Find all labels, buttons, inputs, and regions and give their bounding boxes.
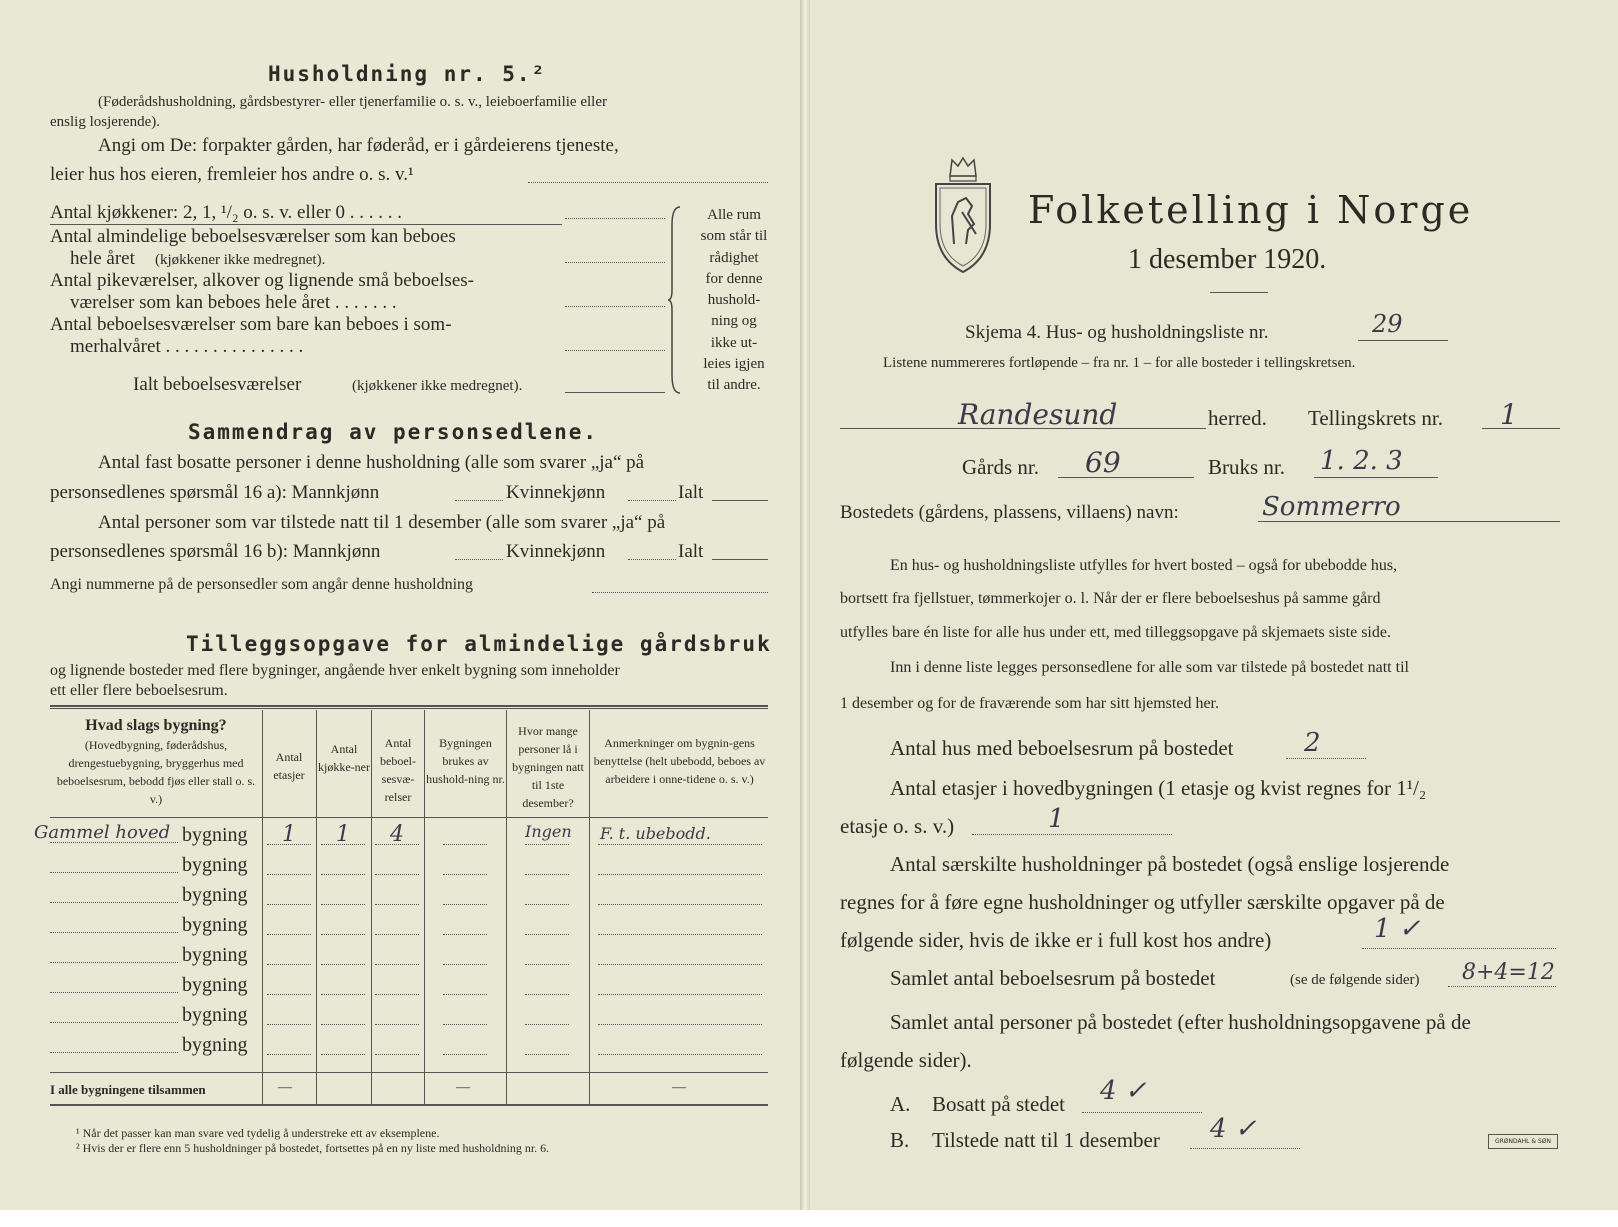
tilst-ialt-label: Ialt — [678, 541, 704, 562]
row-bygning-label: bygning — [182, 854, 248, 876]
row-cell-line — [525, 1024, 569, 1025]
sarskilte-line-2: regnes for å føre egne husholdninger og utfyller særskilte opgaver på de — [840, 890, 1445, 914]
row-cell-line — [321, 1054, 365, 1055]
row-anm-line — [598, 964, 762, 965]
row-cell-line — [443, 844, 487, 845]
sarskilte-line-1: Antal særskilte husholdninger på bostedet (også enslige losjerende — [890, 852, 1450, 876]
bosatt-letter: A. — [890, 1092, 911, 1116]
nummer-label: Angi nummerne på de personsedler som angår denne husholdning — [50, 576, 474, 593]
herred-value: Randesund — [958, 398, 1118, 431]
household-note-line-2: enslig losjerende). — [50, 114, 160, 130]
kjokken-rule — [50, 224, 562, 225]
th-kjokkener: Antal kjøkke-ner — [318, 742, 370, 774]
liste-nr-line — [1358, 340, 1448, 341]
total-etasjer-dash: — — [278, 1080, 292, 1095]
kjokken-answer-line — [565, 218, 665, 219]
th-personer: Hvor mange personer lå i bygningen natt til 1ste desember? — [512, 724, 584, 810]
th-type-sub: (Hovedbygning, føderådshus, drengestuebygning, bryggerhus med beboelsesrum, bebodd fjøs eller stall o. s. v.) — [56, 738, 256, 806]
bosatt-value: 4 ✓ — [1100, 1076, 1147, 1106]
col-divider-5 — [506, 710, 507, 1105]
row-anm-line — [598, 1024, 762, 1025]
bruks-value: 1. 2. 3 — [1320, 446, 1403, 476]
row-cell-line — [375, 1054, 419, 1055]
row-name-line — [50, 932, 178, 933]
total-anm-dash: — — [672, 1080, 686, 1095]
ialt-answer-line — [565, 392, 665, 393]
fast-kvinne-line — [628, 500, 676, 501]
col-divider-4 — [424, 710, 425, 1105]
tilst-kvinne-label: Kvinnekjønn — [506, 541, 606, 562]
row-bygning-label: bygning — [182, 974, 248, 996]
row-name-line — [50, 872, 178, 873]
row-cell-line — [267, 964, 311, 965]
th-brukes: Bygningen brukes av hushold-ning nr. — [426, 736, 505, 786]
hus-value: 2 — [1304, 728, 1321, 758]
liste-nr-value: 29 — [1372, 310, 1403, 338]
fast-line-1: Antal fast bosatte personer i denne husholdning (alle som svarer „ja“ på — [98, 452, 645, 473]
row-cell-line — [267, 934, 311, 935]
table-bottom-rule — [50, 1104, 768, 1106]
row-cell-line — [321, 1024, 365, 1025]
col-divider-1 — [262, 710, 263, 1105]
row-cell-line — [375, 1024, 419, 1025]
row-cell-line — [525, 874, 569, 875]
row-bygning-label: bygning — [182, 914, 248, 936]
para1-line-2: bortsett fra fjellstuer, tømmerkojer o. l. Når der er flere beboelseshus på samme gård — [840, 590, 1381, 607]
bracket-icon — [668, 205, 682, 395]
etasjer-line-2: etasje o. s. v.) — [840, 814, 955, 838]
fast-kvinne-label: Kvinnekjønn — [506, 482, 606, 503]
bracket-note-line: ning og — [711, 313, 757, 330]
bostedets-label: Bostedets (gårdens, plassens, villaens) navn: — [840, 502, 1179, 523]
hus-label: Antal hus med beboelsesrum på bostedet — [890, 736, 1234, 760]
table-top-rule — [50, 705, 768, 707]
bracket-note-line: ikke ut- — [710, 334, 758, 351]
row-cell-line — [525, 844, 569, 845]
row-cell-line — [443, 934, 487, 935]
row-name-line — [50, 1022, 178, 1023]
row-cell-line — [321, 904, 365, 905]
row-cell-line — [443, 964, 487, 965]
summary-title: Sammendrag av personsedlene. — [188, 420, 599, 444]
gards-label: Gårds nr. — [962, 455, 1039, 479]
bracket-note-line: som står til — [700, 228, 768, 245]
pike-line-1: Antal pikeværelser, alkover og lignende små beboelses- — [50, 270, 474, 291]
sarskilte-line-3: følgende sider, hvis de ikke er i full kost hos andre) — [840, 928, 1272, 952]
bostedets-value: Sommerro — [1262, 492, 1401, 522]
pike-answer-line — [565, 306, 665, 307]
nummer-line — [592, 592, 768, 593]
row-cell-line — [267, 1024, 311, 1025]
tilstede-value: 4 ✓ — [1210, 1114, 1257, 1144]
col-divider-6 — [589, 710, 590, 1105]
col-divider-3 — [371, 710, 372, 1105]
skjema-label: Skjema 4. Hus- og husholdningsliste nr. — [965, 322, 1269, 343]
printer-stamp: GRØNDAHL & SØN — [1488, 1134, 1558, 1149]
para2-line-2: 1 desember og for de fraværende som har sitt hjemsted her. — [840, 695, 1219, 712]
sarskilte-line — [1362, 948, 1556, 949]
som-line-2: merhalvåret . . . . . . . . . . . . . . . — [70, 336, 304, 357]
row-cell-line — [375, 964, 419, 965]
etasjer-line — [972, 834, 1172, 835]
row-name-line — [50, 962, 178, 963]
row-anm-line — [598, 844, 762, 845]
row-bygning-label: bygning — [182, 884, 248, 906]
row-cell-line — [321, 874, 365, 875]
row-cell-line — [375, 994, 419, 995]
angi-line-2: leier hus hos eieren, fremleier hos andre o. s. v.¹ — [50, 164, 414, 185]
samlet-pers-line-2: følgende sider). — [840, 1048, 972, 1072]
row-name-line — [50, 902, 178, 903]
total-brukes-dash: — — [456, 1080, 470, 1095]
row-cell-line — [525, 964, 569, 965]
row-bygning-label: bygning — [182, 1004, 248, 1026]
household-title: Husholdning nr. 5.² — [268, 62, 547, 86]
kjokken-label: Antal kjøkkener: 2, 1, ¹/₂ o. s. v. eller 0 . . . . . . — [50, 202, 402, 223]
row-cell-line — [525, 1054, 569, 1055]
row-kjokkener: 1 — [336, 822, 350, 847]
row-anm-line — [598, 1054, 762, 1055]
col-divider-2 — [316, 710, 317, 1105]
row-anm-line — [598, 994, 762, 995]
para1-line-3: utfylles bare én liste for alle hus under ett, med tilleggsopgave på skjemaets siste side. — [840, 624, 1391, 641]
th-type-title: Hvad slags bygning? — [85, 717, 227, 734]
title-divider — [1210, 292, 1268, 293]
tellingskrets-label: Tellingskrets nr. — [1308, 406, 1444, 430]
tilst-mann-line — [455, 559, 503, 560]
fast-line-2: personsedlenes spørsmål 16 a): Mannkjønn — [50, 482, 380, 503]
som-line-1: Antal beboelsesværelser som bare kan beboes i som- — [50, 314, 452, 335]
tilstede-line — [1190, 1148, 1300, 1149]
ialt-label: Ialt beboelsesværelser — [133, 374, 302, 395]
footnote-1: ¹ Når det passer kan man svare ved tydelig å understreke ett av eksemplene. — [76, 1126, 440, 1140]
tilst-line-1: Antal personer som var tilstede natt til 1 desember (alle som svarer „ja“ på — [98, 512, 666, 533]
tilstede-letter: B. — [890, 1128, 910, 1152]
row-name-line — [50, 992, 178, 993]
row-cell-line — [443, 994, 487, 995]
bosatt-line — [1082, 1112, 1202, 1113]
angi-line-1: Angi om De: forpakter gården, har føderåd, er i gårdeierens tjeneste, — [98, 135, 619, 156]
gards-line — [1058, 477, 1194, 478]
main-title: Folketelling i Norge — [1028, 188, 1474, 232]
bracket-note-line: rådighet — [709, 249, 759, 266]
row-cell-line — [443, 1024, 487, 1025]
gards-value: 69 — [1085, 446, 1121, 479]
samlet-rum-label: Samlet antal beboelsesrum på bostedet — [890, 966, 1216, 990]
hus-line — [1286, 758, 1366, 759]
alm-line-1: Antal almindelige beboelsesværelser som kan beboes — [50, 226, 456, 247]
th-anm: Anmerkninger om bygnin-gens benyttelse (helt ubebodd, beboes av arbeidere i onne-tidene o. s. v.) — [593, 736, 766, 786]
row-building-name: Gammel hoved — [34, 822, 171, 843]
ialt-note: (kjøkkener ikke medregnet). — [352, 378, 523, 394]
th-etasjer: Antal etasjer — [273, 750, 305, 782]
row-cell-line — [321, 934, 365, 935]
row-cell-line — [321, 964, 365, 965]
row-cell-line — [267, 1054, 311, 1055]
etasjer-line-1: Antal etasjer i hovedbygningen (1 etasje og kvist regnes for 1¹/₂ — [890, 776, 1427, 800]
tellingskrets-line — [1482, 428, 1560, 429]
tillegg-title: Tilleggsopgave for almindelige gårdsbruk — [186, 632, 772, 656]
tillegg-line-1: og lignende bosteder med flere bygninger, angående hver enkelt bygning som inneholder — [50, 662, 620, 679]
row-cell-line — [375, 904, 419, 905]
sarskilte-value: 1 ✓ — [1374, 914, 1421, 944]
listene-note: Listene nummereres fortløpende – fra nr. 1 – for alle bosteder i tellingskretsen. — [883, 355, 1356, 371]
bracket-note — [684, 205, 784, 397]
row-cell-line — [525, 904, 569, 905]
angi-answer-line — [528, 182, 768, 183]
row-cell-line — [375, 874, 419, 875]
row-anm-line — [598, 874, 762, 875]
fast-ialt-line — [712, 500, 768, 501]
bruks-line — [1314, 477, 1438, 478]
row-anm-line — [598, 904, 762, 905]
bracket-note-line: leies igjen — [703, 356, 765, 373]
row-bygning-label: bygning — [182, 824, 248, 846]
page-fold — [800, 0, 810, 1210]
th-type — [52, 716, 260, 808]
row-cell-line — [525, 994, 569, 995]
alm-line-2: hele året — [70, 248, 135, 269]
row-cell-line — [525, 934, 569, 935]
bracket-note-line: til andre. — [707, 377, 761, 394]
table-top-rule-2 — [50, 708, 768, 709]
row-cell-line — [443, 904, 487, 905]
total-label: I alle bygningene tilsammen — [50, 1082, 206, 1097]
samlet-rum-line — [1448, 986, 1556, 987]
coat-of-arms-icon — [932, 154, 994, 276]
bosatt-label: Bosatt på stedet — [932, 1092, 1065, 1116]
bracket-note-line: hushold- — [707, 292, 761, 309]
pike-line-2: værelser som kan beboes hele året . . . . . . . — [70, 292, 397, 313]
row-anm: F. t. ubebodd. — [600, 824, 711, 843]
bracket-note-line: Alle rum — [707, 207, 761, 223]
row-cell-line — [321, 994, 365, 995]
main-date: 1 desember 1920. — [1128, 244, 1327, 275]
row-cell-line — [267, 904, 311, 905]
para2-line-1: Inn i denne liste legges personsedlene for alle som var tilstede på bostedet natt til — [890, 659, 1409, 676]
alm-answer-line — [565, 262, 665, 263]
alm-note: (kjøkkener ikke medregnet). — [155, 252, 326, 268]
row-anm-line — [598, 934, 762, 935]
row-cell-line — [267, 994, 311, 995]
row-etasjer: 1 — [282, 822, 296, 847]
row-personer: Ingen — [525, 822, 572, 841]
row-vaerelser: 4 — [390, 822, 404, 847]
row-cell-line — [267, 874, 311, 875]
row-bygning-label: bygning — [182, 944, 248, 966]
row-cell-line — [375, 934, 419, 935]
footnote-2: ² Hvis der er flere enn 5 husholdninger på bostedet, fortsettes på en ny liste med husholdning nr. 6. — [76, 1141, 550, 1155]
tilst-kvinne-line — [628, 559, 676, 560]
samlet-pers-line-1: Samlet antal personer på bostedet (efter husholdningsopgavene på de — [890, 1010, 1471, 1034]
fast-mann-line — [455, 500, 503, 501]
row-cell-line — [443, 874, 487, 875]
tilst-ialt-line — [712, 559, 768, 560]
samlet-rum-note: (se de følgende sider) — [1290, 972, 1420, 988]
som-answer-line — [565, 350, 665, 351]
tilstede-label: Tilstede natt til 1 desember — [932, 1128, 1160, 1152]
row-name-line — [50, 1052, 178, 1053]
bracket-note-line: for denne — [705, 270, 763, 287]
fast-ialt-label: Ialt — [678, 482, 704, 503]
etasjer-value: 1 — [1048, 804, 1065, 834]
row-bygning-label: bygning — [182, 1034, 248, 1056]
para1-line-1: En hus- og husholdningsliste utfylles for hvert bosted – også for ubebodde hus, — [890, 557, 1398, 574]
th-vaerelser: Antal beboel-sesvæ-relser — [380, 736, 416, 804]
table-total-rule — [50, 1072, 768, 1073]
table-header-rule — [50, 817, 768, 818]
bruks-label: Bruks nr. — [1208, 455, 1286, 479]
herred-label: herred. — [1208, 406, 1267, 430]
row-cell-line — [443, 1054, 487, 1055]
tellingskrets-value: 1 — [1500, 398, 1518, 431]
tillegg-line-2: ett eller flere beboelsesrum. — [50, 682, 228, 699]
household-note-line-1: (Føderådshusholdning, gårdsbestyrer- eller tjenerfamilie o. s. v., leieboerfamilie eller — [98, 94, 607, 110]
tilst-line-2: personsedlenes spørsmål 16 b): Mannkjønn — [50, 541, 381, 562]
samlet-rum-value: 8+4=12 — [1462, 960, 1555, 985]
